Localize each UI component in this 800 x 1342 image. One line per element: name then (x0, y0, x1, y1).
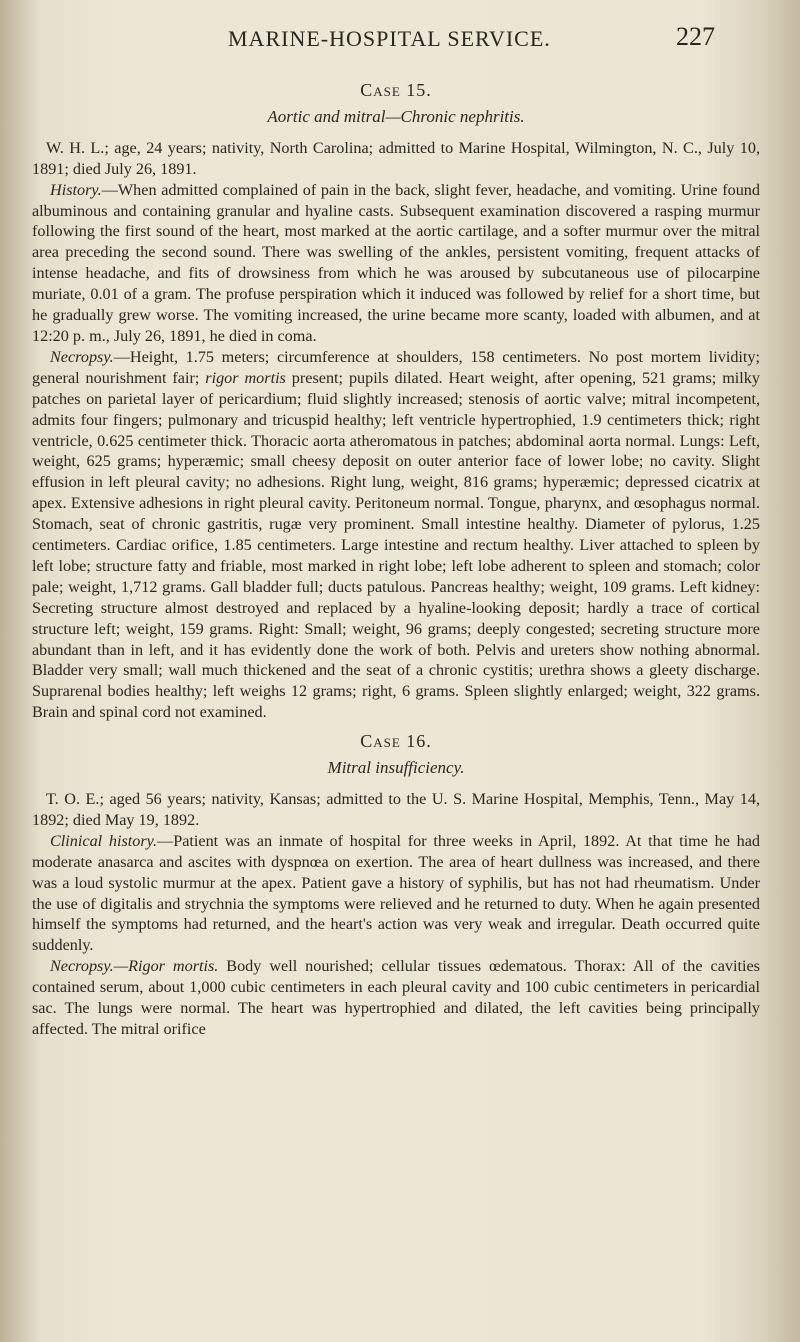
case-16-heading: Case 16. (360, 731, 432, 752)
body-text (32, 78, 760, 1040)
case-16-history (32, 831, 760, 956)
page-number: 227 (676, 22, 715, 51)
case-15-necropsy (32, 347, 760, 723)
necropsy-text: Body well nourished; cellular tissues œdematous. Thorax: All of the cavities contained serum, about 1,000 cubic centimeters in each pleural cavity and 100 cubic centimeters in pericardial sac. The lungs were normal. The heart was hypertrophied and dilated, the left cavities being principally affected. The mitral orifice (32, 957, 760, 1038)
running-head: MARINE-HOSPITAL SERVICE. (228, 26, 551, 51)
clinical-history-label: Clinical history. (50, 831, 158, 850)
case-16-subtitle: Mitral insufficiency. (327, 758, 465, 778)
necropsy-label: Necropsy. (50, 347, 114, 366)
case-15-heading: Case 15. (360, 80, 432, 100)
history-text: —When admitted complained of pain in the back, slight fever, headache, and vomiting. Urine found albuminous and containing granular and hyaline casts. Subsequent examination discovered a rasping murmur following the first sound of the heart, most marked at the aortic cartilage, and a softer murmur over the mitral area preceding the second sound. There was swelling of the ankles, persistent vomiting, frequent attacks of intense headache, and fits of drowsiness from which he was aroused by subcutaneous use of pilocarpine muriate, 0.01 of a gram. The profuse perspiration which it induced was followed by relief for a short time, but he gradually grew worse. The vomiting increased, the urine became more scanty, loaded with albumen, and at 12:20 p. m., July 26, 1891, he died in coma. (32, 180, 760, 345)
rigor-mortis: —Rigor mortis. (113, 957, 219, 976)
rigor-mortis: rigor mortis (205, 368, 286, 387)
case-15-intro: W. H. L.; age, 24 years; nativity, North Carolina; admitted to Marine Hospital, Wilmington, N. C., July 10, 1891; died July 26, 1891. (32, 138, 760, 178)
necropsy-label: Necropsy. (50, 957, 114, 976)
case-15-history (32, 180, 760, 347)
case-15-subtitle: Aortic and mitral—Chronic nephritis. (267, 106, 525, 126)
necropsy-text-a: —Height, 1.75 meters; circumference at shoulders, 158 centimeters. No post mortem lividity; general nourishment fair; (32, 347, 760, 387)
history-label: History. (50, 180, 102, 199)
case-16-necropsy (32, 956, 760, 1040)
necropsy-text-b: present; pupils dilated. Heart weight, after opening, 521 grams; milky patches on parietal layer of pericardium; fluid slightly increased; stenosis of aortic valve; mitral incompetent, admits four fingers; pulmonary and tricuspid healthy; left ventricle hypertrophied, 1.9 centimeters thick; right ventricle, 0.625 centimeter thick. Thoracic aorta atheromatous in patches; abdominal aorta normal. Lungs: Left, weight, 625 grams; hyperæmic; small cheesy deposit on outer anterior face of lower lobe; no cavity. Slight effusion in left pleural cavity; no adhesions. Right lung, weight, 816 grams; hyperæmic; depressed cicatrix at apex. Extensive adhesions in right pleural cavity. Peritoneum normal. Tongue, pharynx, and œsophagus normal. Stomach, seat of chronic gastritis, rugæ very prominent. Small intestine healthy. Diameter of pylorus, 1.25 centimeters. Cardiac orifice, 1.85 centimeters. Large intestine and rectum healthy. Liver attached to spleen by left lobe; structure fatty and friable, most marked in right lobe; left lobe adherent to spleen and stomach; color pale; weight, 1,712 grams. Gall bladder full; ducts patulous. Pancreas healthy; weight, 109 grams. Left kidney: Secreting structure almost destroyed and replaced by a hyaline-looking deposit; hardly a trace of cortical structure left; weight, 159 grams. Right: Small; weight, 96 grams; deeply congested; secreting structure more abundant than in left, and it has evidently done the work of both. Pelvis and ureters show nothing abnormal. Bladder very small; wall much thickened and the seat of a chronic cystitis; urethra shows a gleety discharge. Suprarenal bodies healthy; left weighs 12 grams; right, 6 grams. Spleen slightly enlarged; weight, 322 grams. Brain and spinal cord not examined. (32, 368, 760, 722)
case-16-intro: T. O. E.; aged 56 years; nativity, Kansas; admitted to the U. S. Marine Hospital, Memphis, Tenn., May 14, 1892; died May 19, 1892. (32, 790, 760, 829)
clinical-history-text: —Patient was an inmate of hospital for three weeks in April, 1892. At that time he had moderate anasarca and ascites with dyspnœa on exertion. The area of heart dullness was increased, and there was a loud systolic murmur at the apex. Patient gave a history of syphilis, but has not had rheumatism. Under the use of digitalis and strychnia the symptoms were relieved and he returned to duty. When he again presented himself the symptoms had returned, and the heart's action was very weak and irregular. Death occurred quite suddenly. (32, 831, 760, 955)
page-header (0, 18, 800, 58)
